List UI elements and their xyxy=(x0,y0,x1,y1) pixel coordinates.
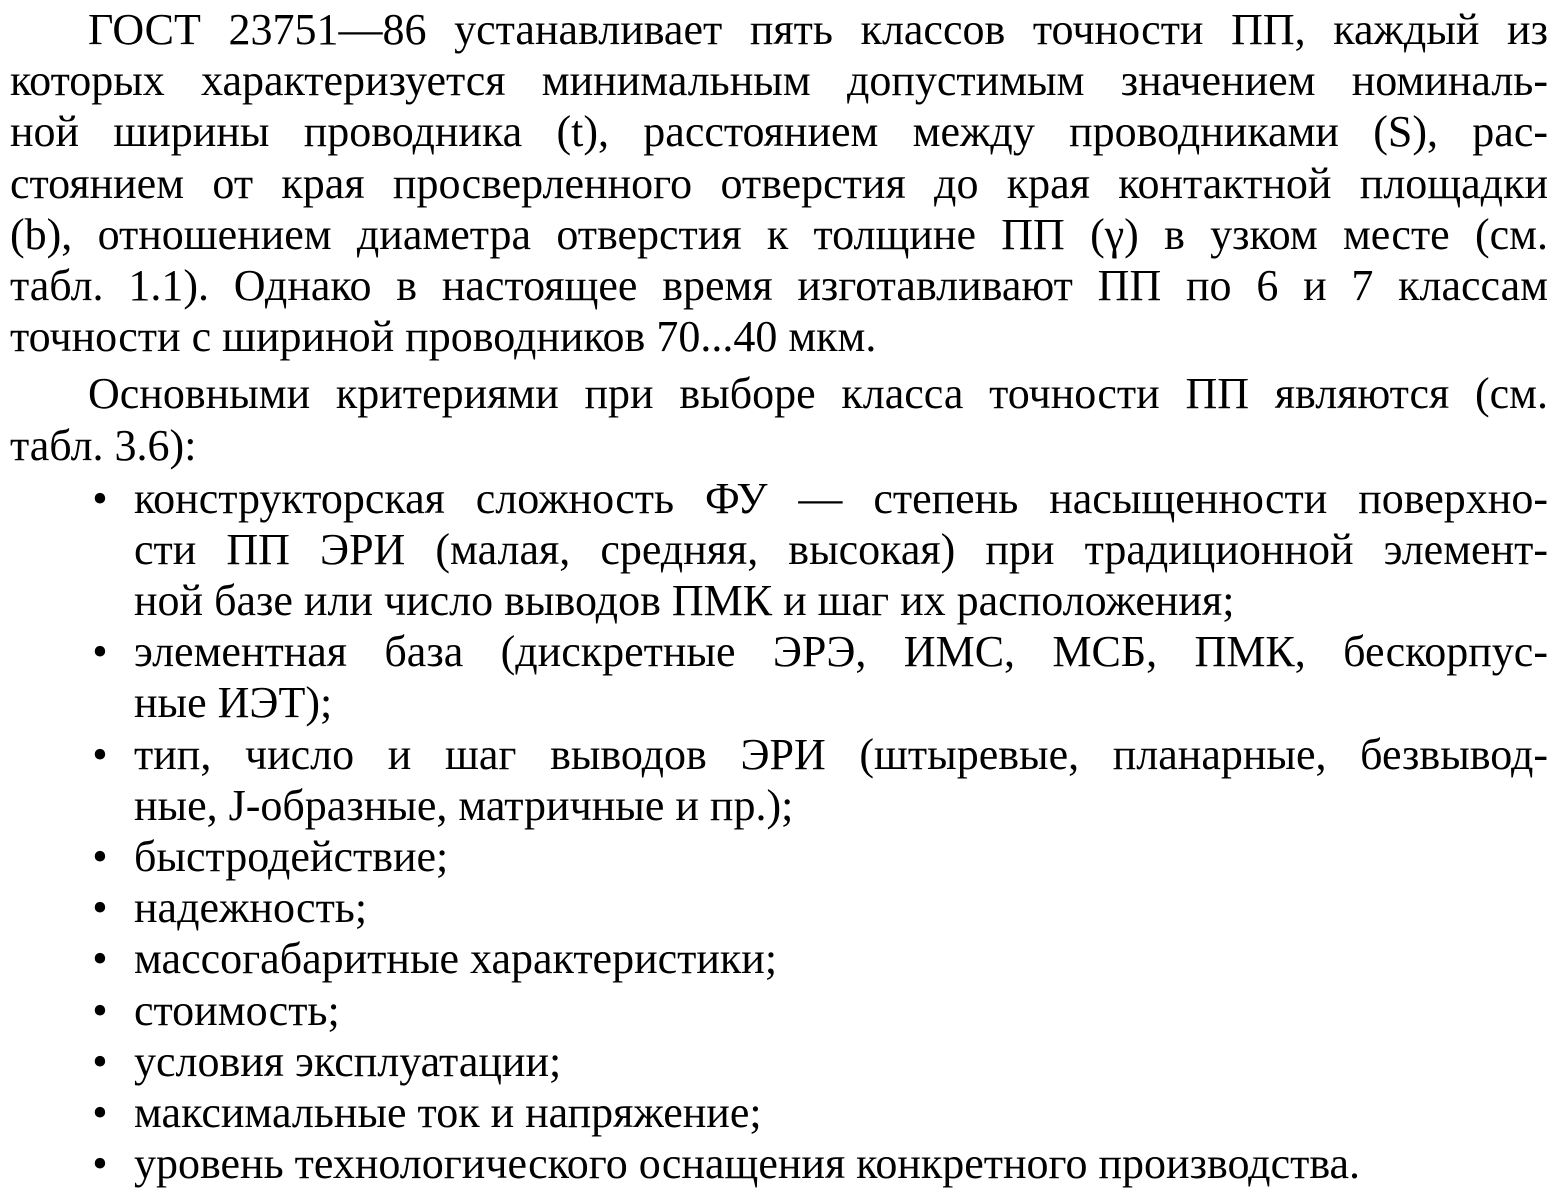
text-line: элементная база (дискретные ЭРЭ, ИМС, МСБ, ПМК, бескорпус- xyxy=(134,627,1548,677)
list-item xyxy=(10,933,1548,984)
text-line: стоимость; xyxy=(134,985,340,1035)
list-item xyxy=(10,831,1548,882)
bullet-icon: • xyxy=(92,1087,108,1137)
text-line: ной базе или число выводов ПМК и шаг их расположения; xyxy=(134,576,1235,626)
text-line: ной ширины проводника (t), расстоянием между проводниками (S), рас- xyxy=(10,107,1548,157)
text-line: массогабаритные характеристики; xyxy=(134,934,778,984)
bullet-icon: • xyxy=(92,729,108,779)
text-line: табл. 3.6): xyxy=(10,420,197,470)
text-line: ные ИЭТ); xyxy=(134,678,333,728)
text-line: (b), отношением диаметра отверстия к толщине ПП (γ) в узком месте (см. xyxy=(10,209,1548,259)
list-item xyxy=(10,473,1548,627)
bullet-icon: • xyxy=(92,934,108,984)
text-line: Основными критериями при выборе класса точности ПП являются (см. xyxy=(88,369,1548,419)
text-line: ные, J-образные, матричные и пр.); xyxy=(134,780,794,830)
bullet-icon: • xyxy=(92,473,108,523)
text-line: стоянием от края просверленного отверстия до края контактной площадки xyxy=(10,158,1548,208)
criteria-list xyxy=(10,473,1548,1189)
bullet-icon: • xyxy=(92,832,108,881)
text-line: уровень технологического оснащения конкретного производства. xyxy=(134,1139,1361,1189)
text-line: максимальные ток и напряжение; xyxy=(134,1087,762,1137)
paragraph-criteria-intro xyxy=(10,368,1548,470)
list-item xyxy=(10,626,1548,728)
text-line: конструкторская сложность ФУ — степень насыщенности поверхно- xyxy=(134,473,1548,523)
text-line: быстродействие; xyxy=(134,832,449,881)
paragraph-gost-classes xyxy=(10,4,1548,362)
text-line: табл. 1.1). Однако в настоящее время изготавливают ПП по 6 и 7 классам xyxy=(10,260,1548,310)
list-item xyxy=(10,985,1548,1036)
bullet-icon: • xyxy=(92,1139,108,1189)
text-line: точности с шириной проводников 70...40 мкм. xyxy=(10,312,877,362)
text-line: ГОСТ 23751—86 устанавливает пять классов точности ПП, каждый из xyxy=(88,5,1548,54)
document-page xyxy=(10,4,1548,1189)
list-item xyxy=(10,1036,1548,1087)
text-line: которых характеризуется минимальным допустимым значением номиналь- xyxy=(10,56,1548,106)
list-item xyxy=(10,729,1548,831)
list-item xyxy=(10,1138,1548,1189)
text-line: тип, число и шаг выводов ЭРИ (штыревые, планарные, безвывод- xyxy=(134,729,1548,779)
text-line: надежность; xyxy=(134,883,368,933)
text-line: условия эксплуатации; xyxy=(134,1036,562,1086)
text-line: сти ПП ЭРИ (малая, средняя, высокая) при традиционной элемент- xyxy=(134,524,1548,574)
list-item xyxy=(10,882,1548,933)
bullet-icon: • xyxy=(92,985,108,1035)
bullet-icon: • xyxy=(92,1036,108,1086)
list-item xyxy=(10,1087,1548,1138)
bullet-icon: • xyxy=(92,627,108,677)
bullet-icon: • xyxy=(92,883,108,933)
